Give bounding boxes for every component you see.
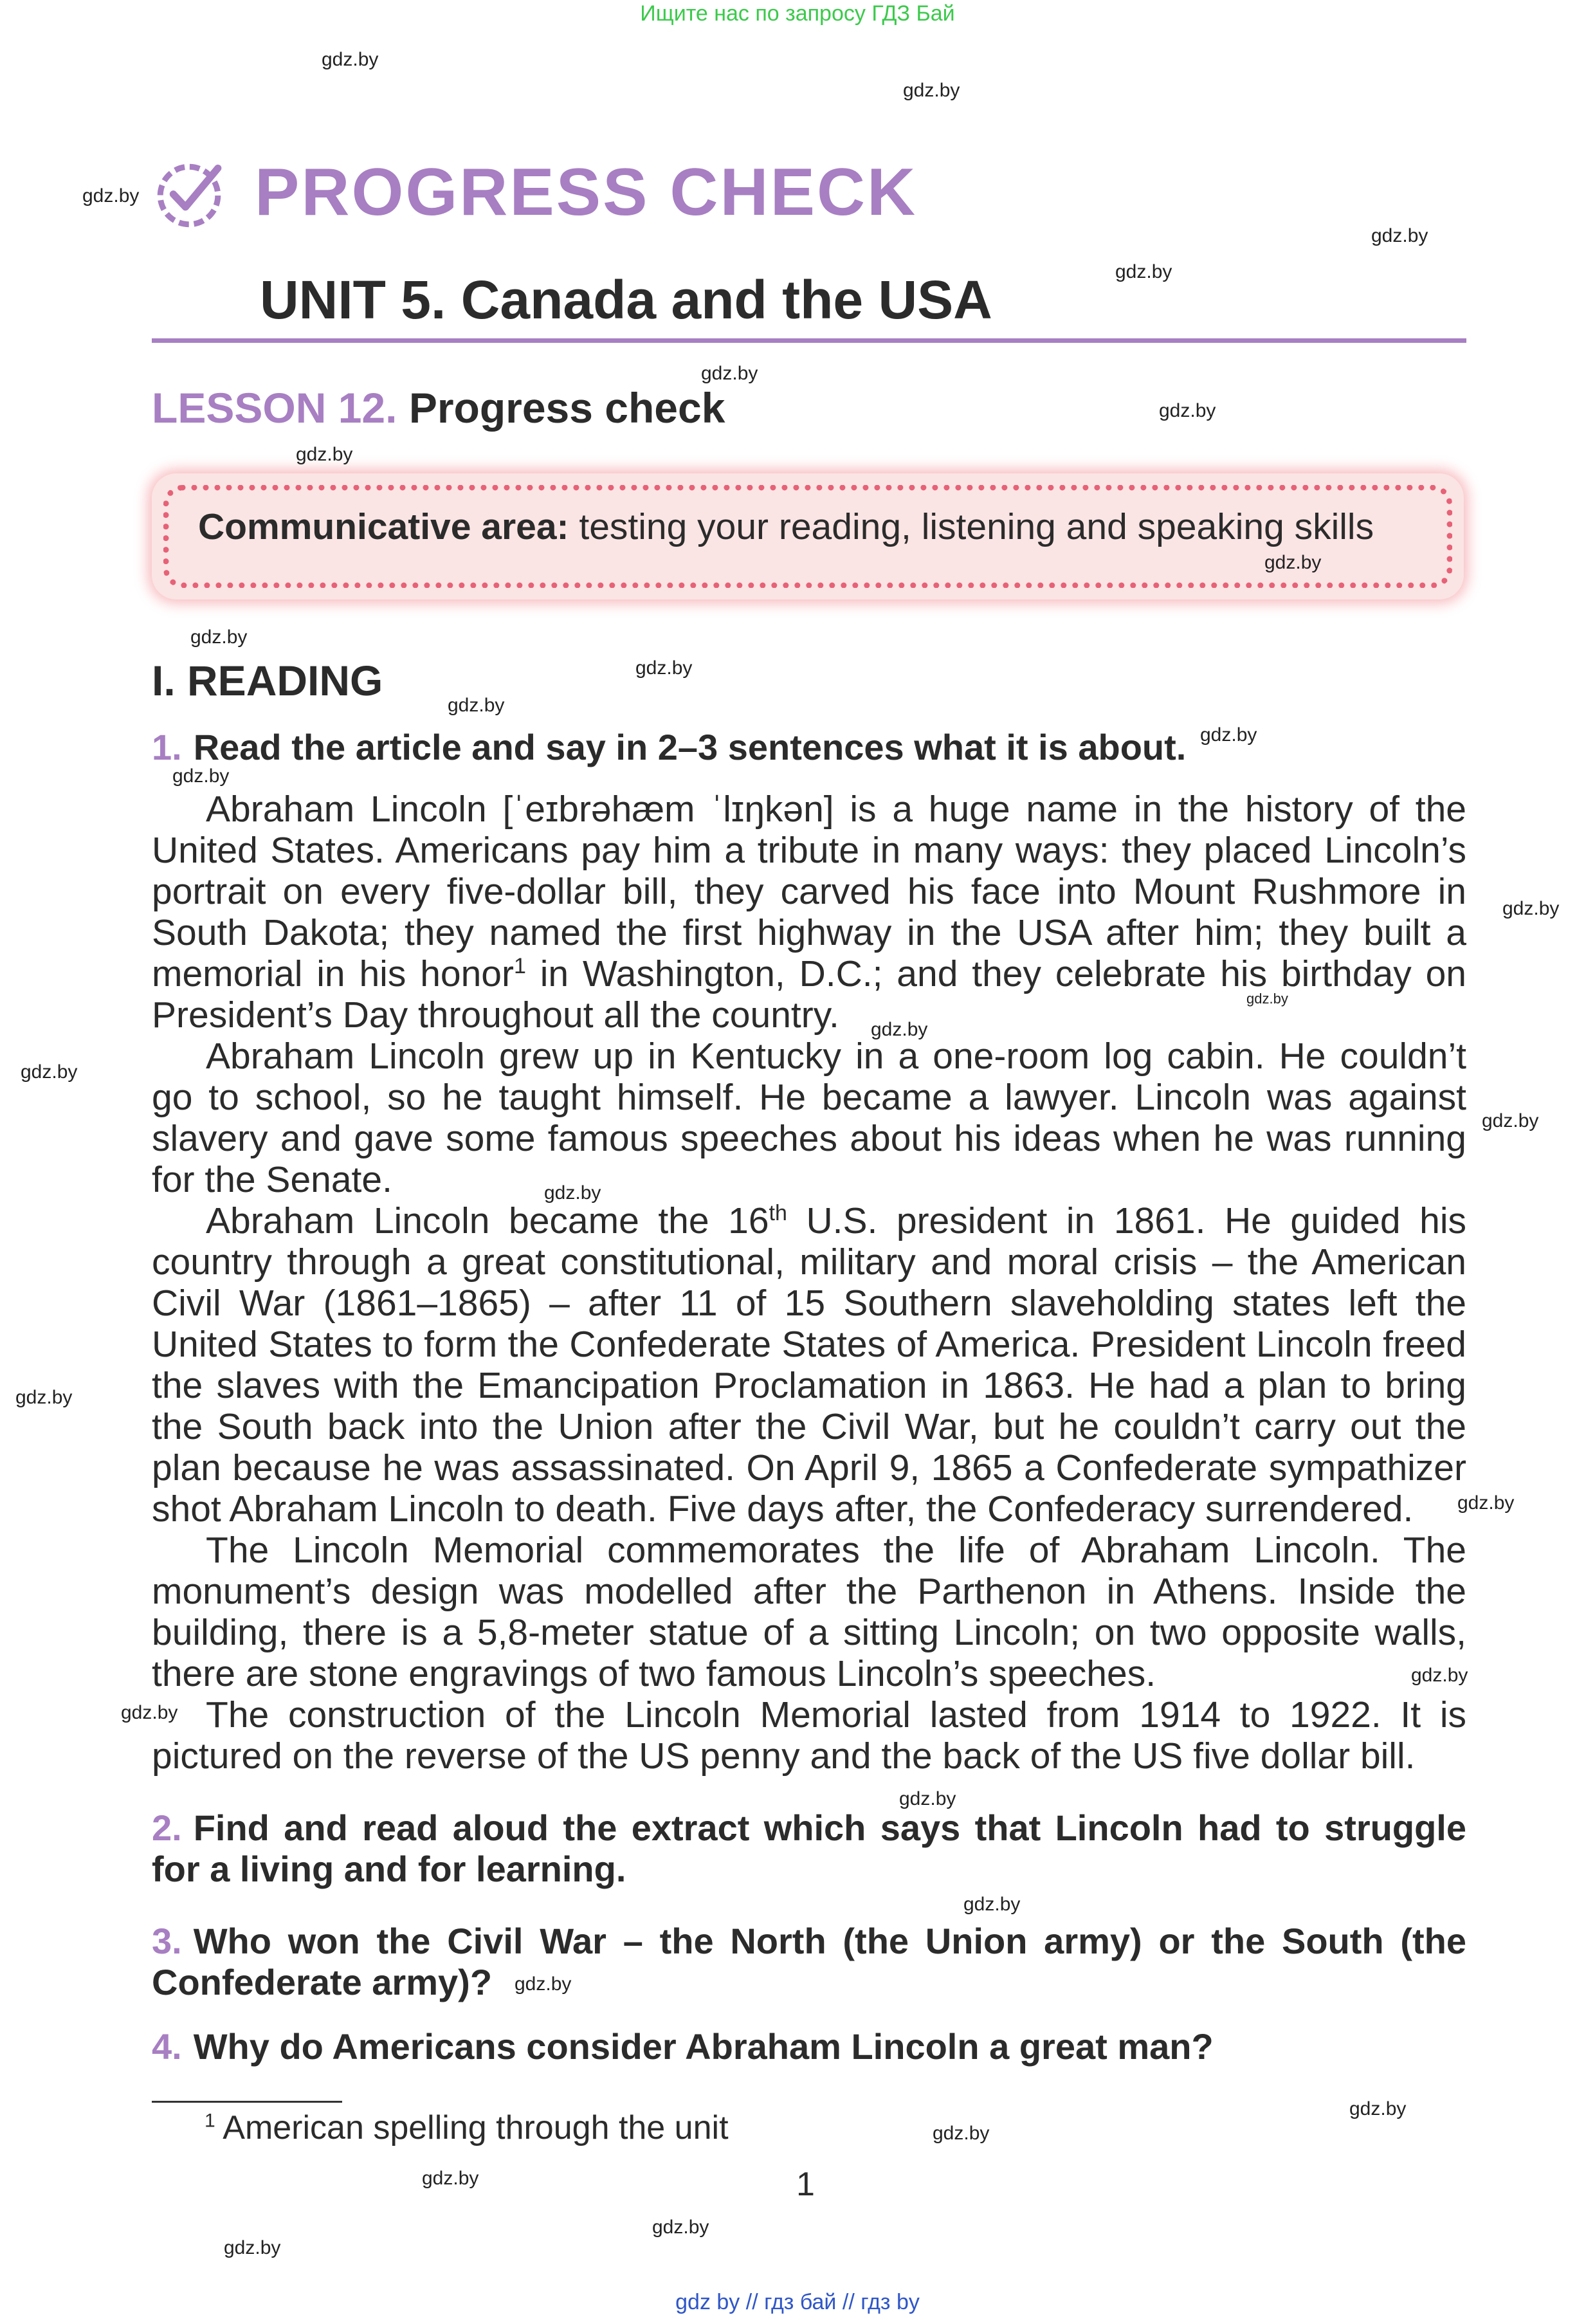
watermark: gdz.by — [1200, 724, 1257, 746]
unit-divider — [152, 338, 1466, 343]
watermark: gdz.by — [224, 2237, 281, 2258]
watermark: gdz.by — [963, 1894, 1021, 1915]
footnote-ref: 1 — [513, 954, 526, 978]
communicative-area-text — [198, 506, 1374, 548]
watermark: gdz.by — [1482, 1110, 1539, 1131]
article-paragraph: Abraham Lincoln became the 16th U.S. president in 1861. He guided his country through a great constitutional, military and moral crisis – the American Civil War (1861–1865) – after 11 of 15 Southern slaveholding states left the United States to form the Confederate States of America. President Lincoln freed the slaves with the Emancipation Proclamation in 1863. He had a plan to bring the South back into the Union after the Civil War, but he couldn’t carry out the plan because he was assassinated. On April 9, 1865 a Confederate sympathizer shot Abraham Lincoln to death. Five days after, the Confederacy surrendered. — [152, 1200, 1467, 1530]
article-paragraph: The construction of the Lincoln Memorial lasted from 1914 to 1922. It is pictured on the reverse of the US penny and the back of the US five dollar bill. — [152, 1694, 1466, 1777]
lesson-number: LESSON 12. — [152, 384, 397, 432]
check-circle-dashed-icon — [153, 160, 225, 232]
watermark: gdz.by — [1502, 898, 1560, 919]
unit-title: UNIT 5. Canada and the USA — [260, 270, 992, 330]
watermark: gdz.by — [121, 1702, 178, 1723]
task-3 — [152, 1921, 1466, 2003]
watermark: gdz.by — [82, 185, 140, 206]
watermark: gdz.by — [1264, 552, 1322, 573]
page-number: 1 — [796, 2166, 815, 2203]
task-text: Who won the Civil War – the North (the Union army) or the South (the Confederate army)? — [152, 1921, 1466, 2002]
task-2 — [152, 1807, 1466, 1890]
task-text: Find and read aloud the extract which says that Lincoln had to struggle for a living and for learning. — [152, 1807, 1466, 1889]
watermark: gdz.by — [635, 657, 693, 679]
task-4 — [152, 2026, 1466, 2067]
task-1 — [152, 727, 1466, 768]
watermark: gdz.by — [1246, 991, 1288, 1007]
task-number: 4. — [152, 2026, 182, 2067]
lesson-heading — [152, 383, 725, 432]
task-text: Read the article and say in 2–3 sentences what it is about. — [193, 727, 1187, 767]
article-paragraph: The Lincoln Memorial commemorates the life of Abraham Lincoln. The monument’s design was modelled after the Parthenon in Athens. Inside the building, there is a 5,8-meter statue of a sitting Lincoln; on two opposite walls, there are stone engravings of two famous Lincoln’s speeches. — [152, 1530, 1466, 1694]
watermark: gdz.by — [448, 695, 505, 716]
watermark: gdz.by — [1349, 2098, 1407, 2119]
watermark: gdz.by — [1159, 400, 1216, 421]
footnote — [205, 2109, 729, 2147]
article-paragraph: Abraham Lincoln grew up in Kentucky in a one-room log cabin. He couldn’t go to school, so he taught himself. He became a lawyer. Lincoln was against slavery and gave some famous speeches about his ideas when he was running for the Senate. — [152, 1036, 1466, 1200]
communicative-area-label: Communicative area: — [198, 506, 569, 547]
watermark: gdz.by — [652, 2217, 709, 2238]
watermark: gdz.by — [190, 627, 248, 648]
task-number: 1. — [152, 727, 182, 767]
watermark: gdz.by — [871, 1019, 928, 1040]
footnote-divider — [152, 2101, 342, 2103]
footnote-text: American spelling through the unit — [223, 2109, 729, 2146]
task-text: Why do Americans consider Abraham Lincoln a great man? — [193, 2026, 1214, 2067]
watermark: gdz.by — [1371, 225, 1428, 246]
watermark: gdz.by — [1115, 261, 1172, 282]
top-site-note: Ищите нас по запросу ГДЗ Бай — [640, 1, 955, 26]
watermark: gdz.by — [544, 1182, 601, 1203]
task-number: 2. — [152, 1807, 182, 1848]
section-heading-reading: I. READING — [152, 657, 383, 704]
article — [152, 789, 1466, 1777]
watermark: gdz.by — [903, 80, 960, 101]
watermark: gdz.by — [701, 363, 758, 384]
watermark: gdz.by — [15, 1387, 73, 1408]
watermark: gdz.by — [172, 765, 230, 787]
watermark: gdz.by — [422, 2168, 479, 2189]
watermark: gdz.by — [1457, 1492, 1515, 1514]
bottom-site-note[interactable]: gdz by // гдз бай // гдз by — [675, 2290, 920, 2314]
ordinal-suffix: th — [769, 1201, 787, 1225]
progress-check-title: PROGRESS CHECK — [255, 155, 918, 230]
task-number: 3. — [152, 1921, 182, 1961]
watermark: gdz.by — [296, 444, 353, 465]
article-paragraph: Abraham Lincoln [ˈeɪbrəhæm ˈlɪŋkən] is a huge name in the history of the United States. Americans pay him a tribute in many ways: they placed Lincoln’s portrait on every five-dollar bill, they carved his face into Mount Rushmore in South Dakota; they named the first highway in the USA after him; they built a memorial in his honor$^1$ in Washington, D.C.; and they celebrate his birthday on President’s Day throughout all the country. — [152, 789, 1466, 1036]
communicative-area-description: testing your reading, listening and speaking skills — [569, 506, 1374, 547]
lesson-title: Progress check — [408, 384, 725, 432]
watermark: gdz.by — [933, 2123, 990, 2144]
watermark: gdz.by — [1411, 1665, 1468, 1686]
watermark: gdz.by — [322, 49, 379, 70]
watermark: gdz.by — [899, 1788, 956, 1809]
watermark: gdz.by — [21, 1061, 78, 1083]
watermark: gdz.by — [515, 1973, 572, 1995]
footnote-marker: 1 — [205, 2110, 215, 2132]
